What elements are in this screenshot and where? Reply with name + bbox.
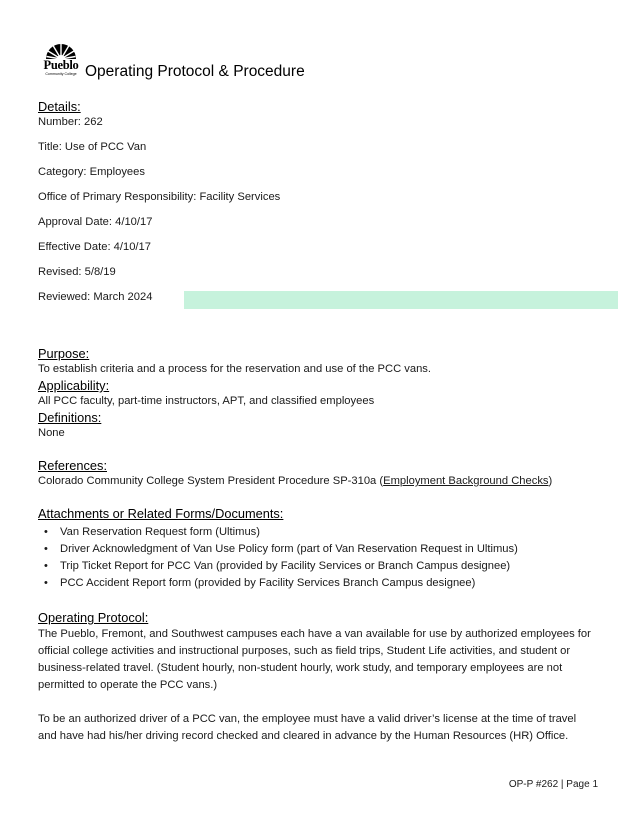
attachments-list: [38, 524, 608, 592]
attachments-heading: Attachments or Related Forms/Documents:: [38, 506, 284, 521]
purpose-heading: Purpose:: [38, 346, 90, 361]
title-field: Title: Use of PCC Van: [38, 141, 147, 153]
references-text-after: ): [548, 475, 553, 487]
page-header: [38, 38, 598, 84]
paragraph-line: To be an authorized driver of a PCC van, the employee must have a valid driver’s license at the time of travel: [38, 713, 577, 725]
sun-rays-icon: [38, 38, 84, 60]
applicability-heading: Applicability:: [38, 378, 110, 393]
paragraph-line: business-related travel. (Student hourly, non-student hourly, work study, and temporary employees are not: [38, 662, 563, 674]
page-footer: OP-P #262 | Page 1: [508, 779, 598, 790]
list-item: • Trip Ticket Report for PCC Van (provided by Facility Services or Branch Campus designee): [60, 558, 608, 575]
document-body: [38, 98, 608, 745]
effective-date-field: Effective Date: 4/10/17: [38, 241, 151, 253]
applicability-text: All PCC faculty, part-time instructors, APT, and classified employees: [38, 395, 375, 407]
employment-background-checks-link[interactable]: Employment Background Checks: [383, 475, 549, 487]
paragraph-line: official college activities and instructional purposes, such as field trips, Student Life activities, and student or: [38, 645, 571, 657]
revised-field: Revised: 5/8/19: [38, 266, 116, 278]
logo-wordmark: Pueblo: [43, 58, 79, 72]
college-logo: [38, 38, 86, 84]
operating-protocol-heading: Operating Protocol:: [38, 610, 149, 625]
references-heading: References:: [38, 458, 107, 473]
definitions-text: None: [38, 427, 65, 439]
definitions-heading: Definitions:: [38, 410, 102, 425]
category-field: Category: Employees: [38, 166, 145, 178]
purpose-text: To establish criteria and a process for the reservation and use of the PCC vans.: [38, 363, 432, 375]
reviewed-field: Reviewed: March 2024: [38, 291, 153, 303]
paragraph-line: and have had his/her driving record checked and cleared in advance by the Human Resources (HR) Office.: [38, 730, 569, 742]
document-title: Operating Protocol & Procedure: [85, 63, 305, 80]
details-heading: Details:: [38, 99, 81, 114]
operating-paragraph-1: [38, 626, 608, 694]
list-item: • PCC Accident Report form (provided by Facility Services Branch Campus designee): [60, 575, 608, 592]
office-field: Office of Primary Responsibility: Facility Services: [38, 191, 281, 203]
references-text: [38, 474, 608, 489]
paragraph-line: permitted to operate the PCC vans.): [38, 679, 218, 691]
references-text-before: Colorado Community College System President Procedure SP-310a (: [38, 475, 384, 487]
list-item: • Van Reservation Request form (Ultimus): [60, 524, 608, 541]
operating-paragraph-2: [38, 711, 608, 745]
number-field: Number: 262: [38, 116, 103, 128]
paragraph-line: The Pueblo, Fremont, and Southwest campuses each have a van available for use by authorized employees for: [38, 628, 591, 640]
approval-date-field: Approval Date: 4/10/17: [38, 216, 153, 228]
logo-subtitle: Community College: [45, 72, 77, 76]
list-item: • Driver Acknowledgment of Van Use Policy form (part of Van Reservation Request in Ultimus): [60, 541, 608, 558]
